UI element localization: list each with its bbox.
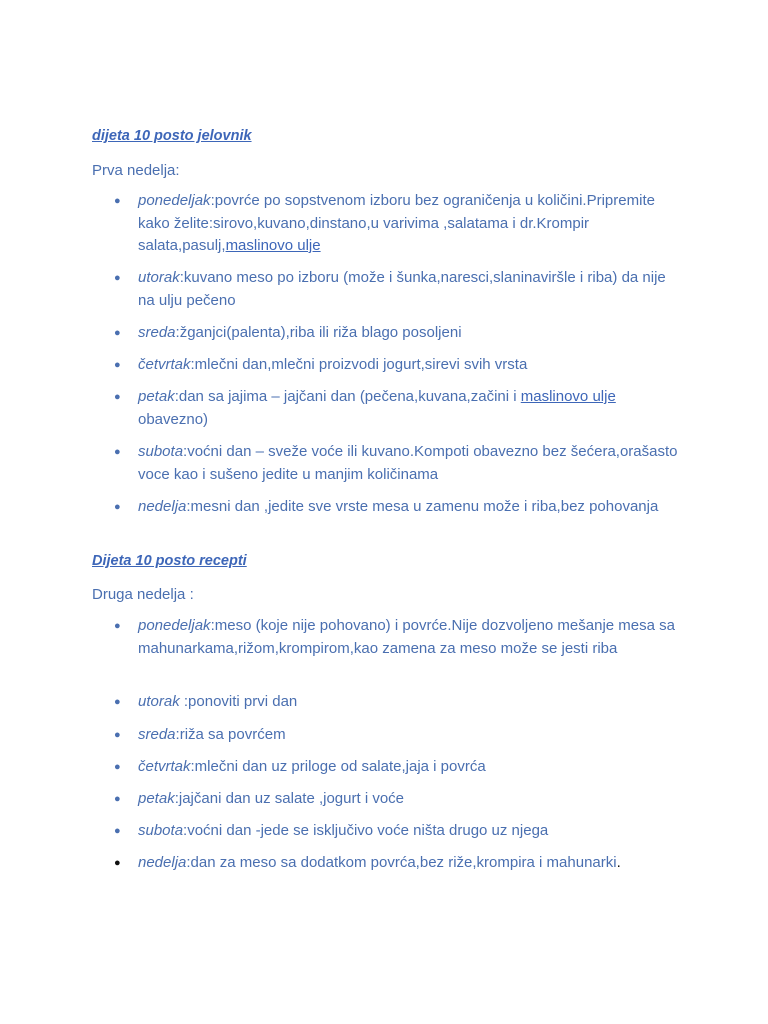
day-label: petak [138, 388, 175, 405]
day-label: petak [138, 790, 175, 807]
list-item [114, 190, 678, 258]
list-item [114, 386, 678, 431]
bullet-icon: ● [114, 825, 121, 837]
item-text: :povrće po sopstvenom izboru bez ograničenja u količini.Pripremite kako želite:sirovo,kuvano,dinstano,u varivima ,salatama i dr.Krompir salata,pasulj, [138, 192, 655, 254]
item-text: :voćni dan -jede se isključivo voće ništa drugo uz njega [183, 822, 549, 839]
day-label: četvrtak [138, 356, 191, 373]
day-label: utorak [138, 269, 180, 286]
list-item [114, 615, 678, 660]
day-label: ponedeljak [138, 617, 211, 634]
item-after: obavezno) [138, 410, 209, 428]
list-item [114, 724, 678, 747]
bullet-icon: ● [114, 729, 121, 741]
bullet-icon: ● [114, 359, 121, 371]
item-text: :riža sa povrćem [175, 726, 286, 743]
week-heading-second: Druga nedelja : [92, 586, 194, 603]
week-heading-first: Prva nedelja: [92, 162, 180, 179]
item-text: :dan sa jajima – jajčani dan (pečena,kuvana,začini i [174, 388, 521, 405]
day-label: sreda [138, 324, 176, 341]
list-item [114, 756, 678, 779]
bullet-icon: ● [114, 195, 121, 207]
list-item [114, 441, 678, 486]
item-text: :meso (koje nije pohovano) i povrće.Nije dozvoljeno mešanje mesa sa mahunarkama,rižom,krompirom,kao zamena za meso može se jesti riba [138, 617, 675, 657]
list-item [114, 852, 678, 875]
item-text: :jajčani dan uz salate ,jogurt i voće [174, 790, 405, 807]
day-label: nedelja [138, 498, 187, 515]
day-label: subota [138, 443, 184, 460]
item-text: :voćni dan – sveže voće ili kuvano.Kompoti obavezno bez šećera,orašasto voce kao i sušeno jedite u manjim količinama [138, 443, 678, 483]
bullet-icon: ● [114, 857, 121, 869]
list-item [114, 691, 678, 714]
bullet-icon: ● [114, 761, 121, 773]
bullet-icon: ● [114, 620, 121, 632]
day-label: sreda [138, 726, 176, 743]
section-title-recepti[interactable]: Dijeta 10 posto recepti [92, 553, 247, 569]
day-label: subota [138, 822, 184, 839]
item-text: :dan za meso sa dodatkom povrća,bez riže,krompira i mahunarki [186, 854, 617, 871]
list-item [114, 322, 678, 345]
list-item [114, 267, 678, 312]
item-text: :ponoviti prvi dan [179, 693, 298, 710]
list-item [114, 788, 678, 811]
bullet-icon: ● [114, 391, 121, 403]
item-text: :mlečni dan uz priloge od salate,jaja i povrća [190, 758, 486, 775]
bullet-icon: ● [114, 696, 121, 708]
day-label: četvrtak [138, 758, 191, 775]
bullet-icon: ● [114, 793, 121, 805]
day-label: ponedeljak [138, 192, 211, 209]
bullet-icon: ● [114, 501, 121, 513]
list-item [114, 820, 678, 843]
olive-oil-link[interactable]: maslinovo ulje [520, 388, 616, 405]
day-label: utorak [138, 693, 180, 710]
item-after: . [616, 854, 621, 871]
list-item [114, 496, 678, 519]
bullet-icon: ● [114, 272, 121, 284]
item-text: :mlečni dan,mlečni proizvodi jogurt,sirevi svih vrsta [190, 356, 528, 373]
item-text: :mesni dan ,jedite sve vrste mesa u zamenu može i riba,bez pohovanja [186, 498, 659, 515]
item-text: :žganjci(palenta),riba ili riža blago posoljeni [175, 324, 462, 341]
item-text: :kuvano meso po izboru (može i šunka,naresci,slaninaviršle i riba) da nije na ulju pečeno [138, 269, 666, 309]
day-label: nedelja [138, 854, 187, 871]
list-item [114, 354, 678, 377]
section-title-jelovnik[interactable]: dijeta 10 posto jelovnik [92, 128, 252, 144]
bullet-icon: ● [114, 446, 121, 458]
bullet-icon: ● [114, 327, 121, 339]
olive-oil-link[interactable]: maslinovo ulje [225, 237, 321, 254]
